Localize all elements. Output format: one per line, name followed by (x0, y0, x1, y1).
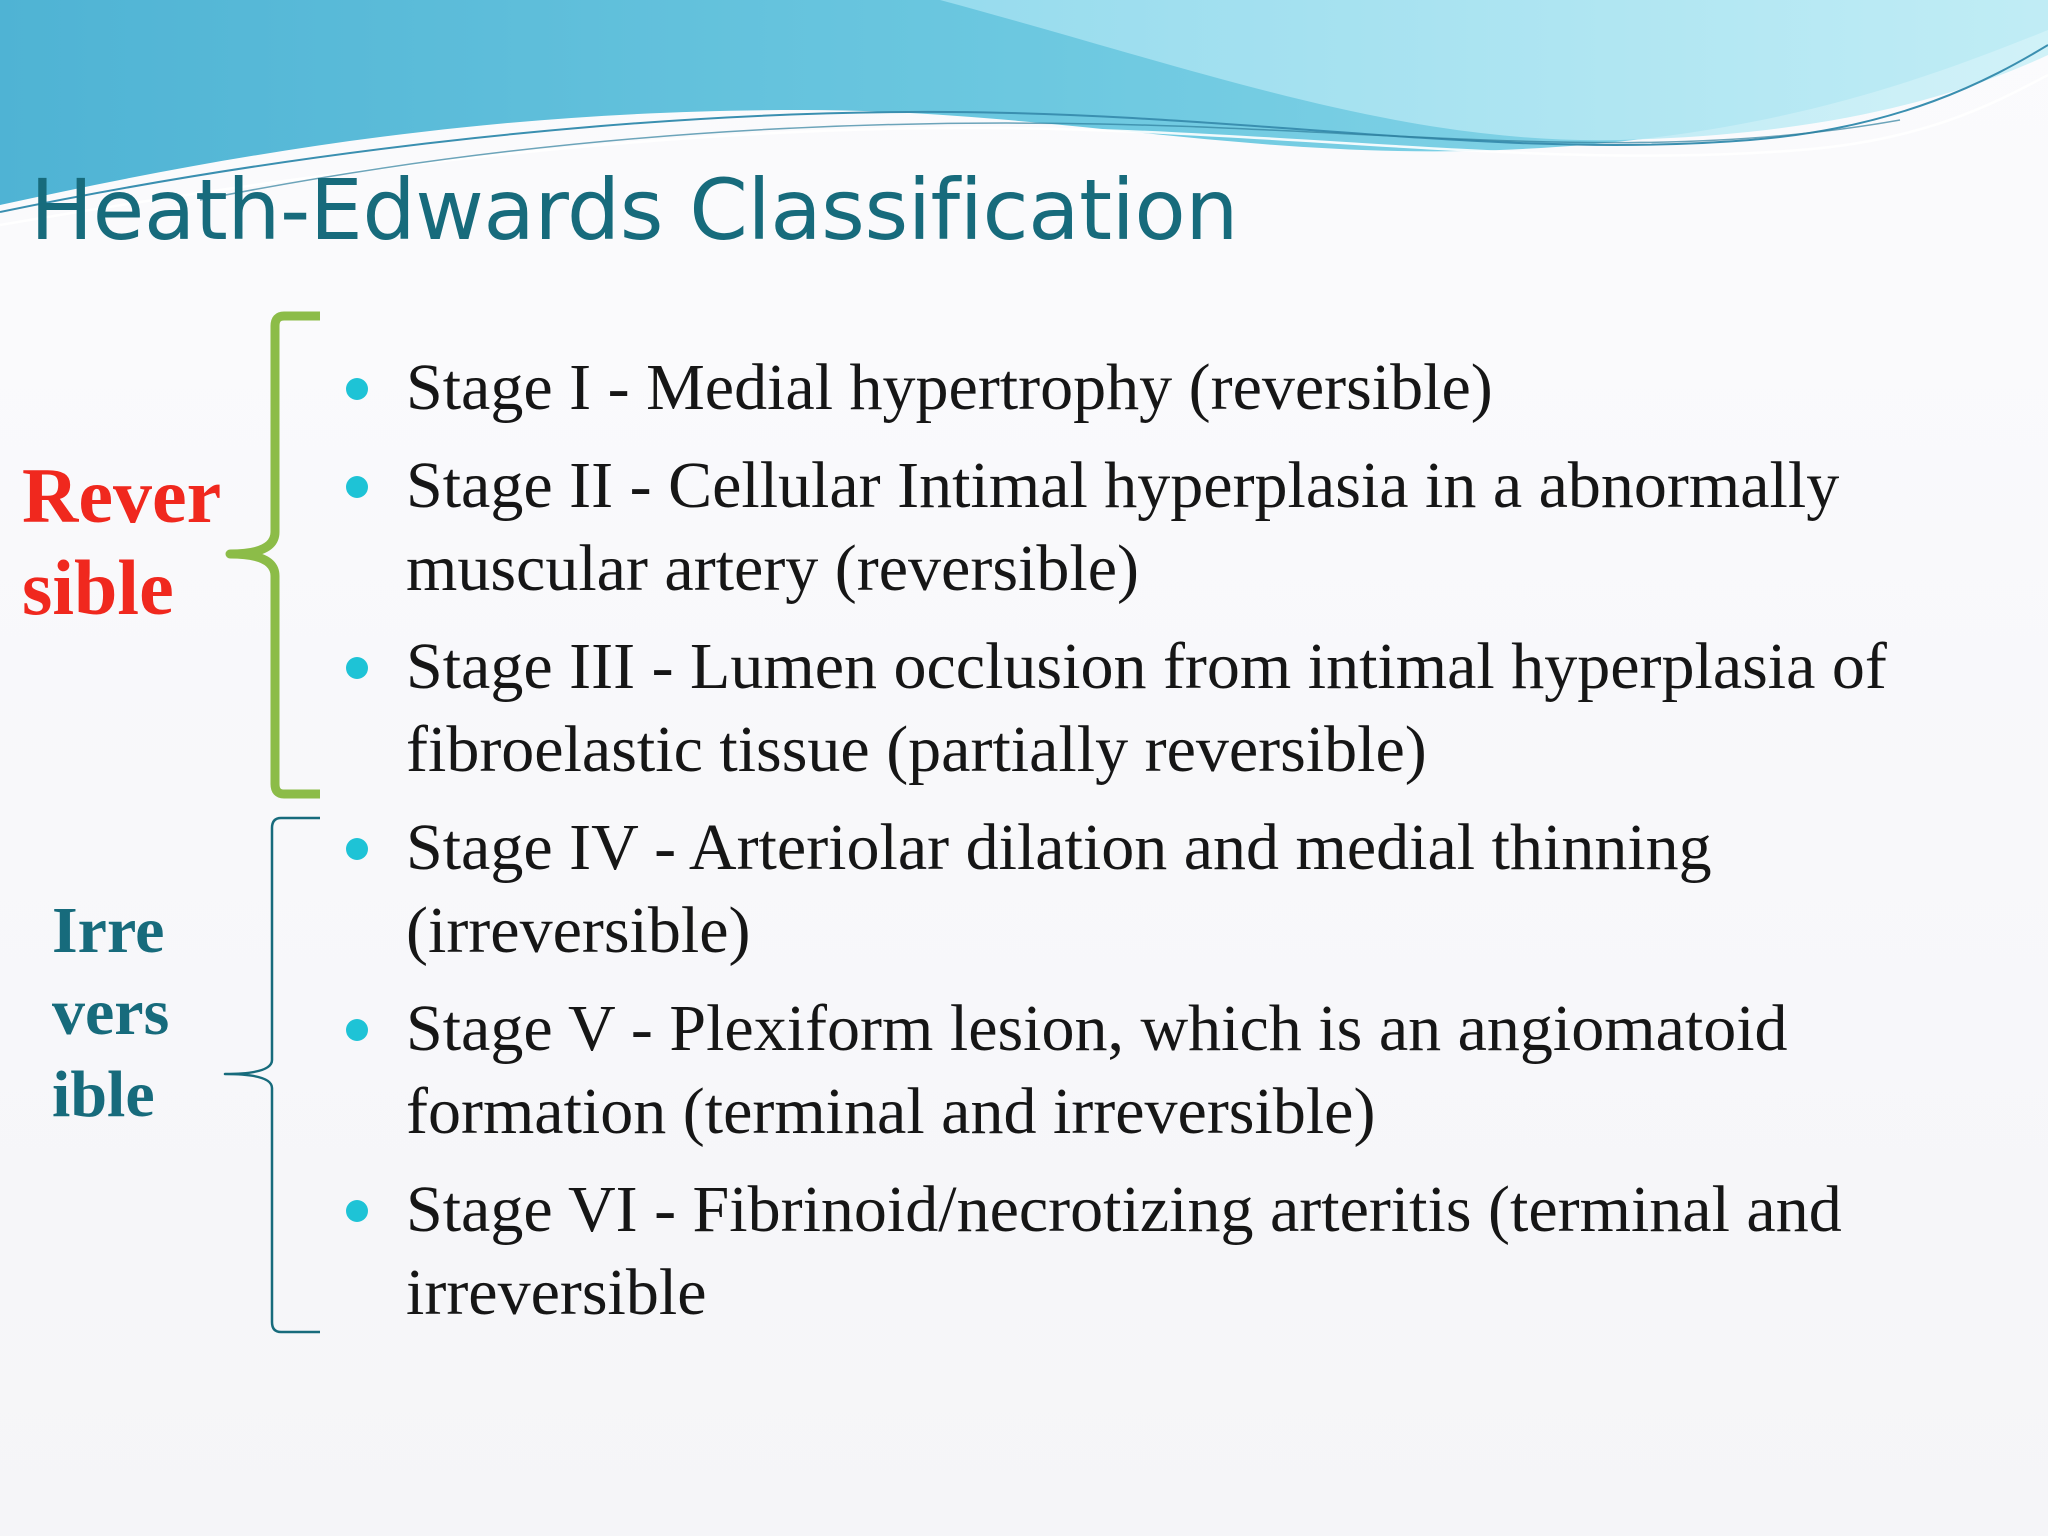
stage-text-line: (irreversible) (406, 894, 751, 967)
stage-text-line: Stage IV - Arteriolar dilation and medial thinning (406, 811, 1712, 884)
stage-item (346, 806, 2036, 972)
irreversible-label-line: vers (52, 976, 170, 1049)
bullet-dot-icon (346, 476, 368, 498)
stage-text-line: muscular artery (reversible) (406, 532, 1139, 605)
stage-text-line: Stage III - Lumen occlusion from intimal hyperplasia of (406, 630, 1887, 703)
bullet-dot-icon (346, 838, 368, 860)
stage-item (346, 625, 2036, 791)
stage-text-line: irreversible (406, 1256, 707, 1329)
irreversible-label-line: ible (52, 1058, 155, 1131)
stage-item (346, 987, 2036, 1153)
reversible-label (22, 450, 221, 634)
stage-text-line: Stage VI - Fibrinoid/necrotizing arteritis (terminal and (406, 1173, 1842, 1246)
stage-text-line: Stage V - Plexiform lesion, which is an angiomatoid (406, 992, 1788, 1065)
reversible-brace (220, 310, 330, 800)
reversible-label-line: Rever (22, 452, 222, 539)
stage-list (346, 346, 2036, 1349)
slide-title: Heath-Edwards Classification (30, 161, 1239, 259)
irreversible-brace (215, 810, 325, 1340)
bullet-dot-icon (346, 378, 368, 400)
bullet-dot-icon (346, 1200, 368, 1222)
bullet-dot-icon (346, 657, 368, 679)
reversible-label-line: sible (22, 544, 174, 631)
bullet-dot-icon (346, 1019, 368, 1041)
stage-text-line: formation (terminal and irreversible) (406, 1075, 1376, 1148)
irreversible-label (52, 890, 169, 1136)
stage-text-line: fibroelastic tissue (partially reversible) (406, 713, 1427, 786)
stage-item (346, 444, 2036, 610)
stage-item (346, 346, 2036, 429)
stage-text-line: Stage I - Medial hypertrophy (reversible) (406, 351, 1493, 424)
stage-text-line: Stage II - Cellular Intimal hyperplasia in a abnormally (406, 449, 1840, 522)
irreversible-label-line: Irre (52, 894, 165, 967)
stage-item (346, 1168, 2036, 1334)
